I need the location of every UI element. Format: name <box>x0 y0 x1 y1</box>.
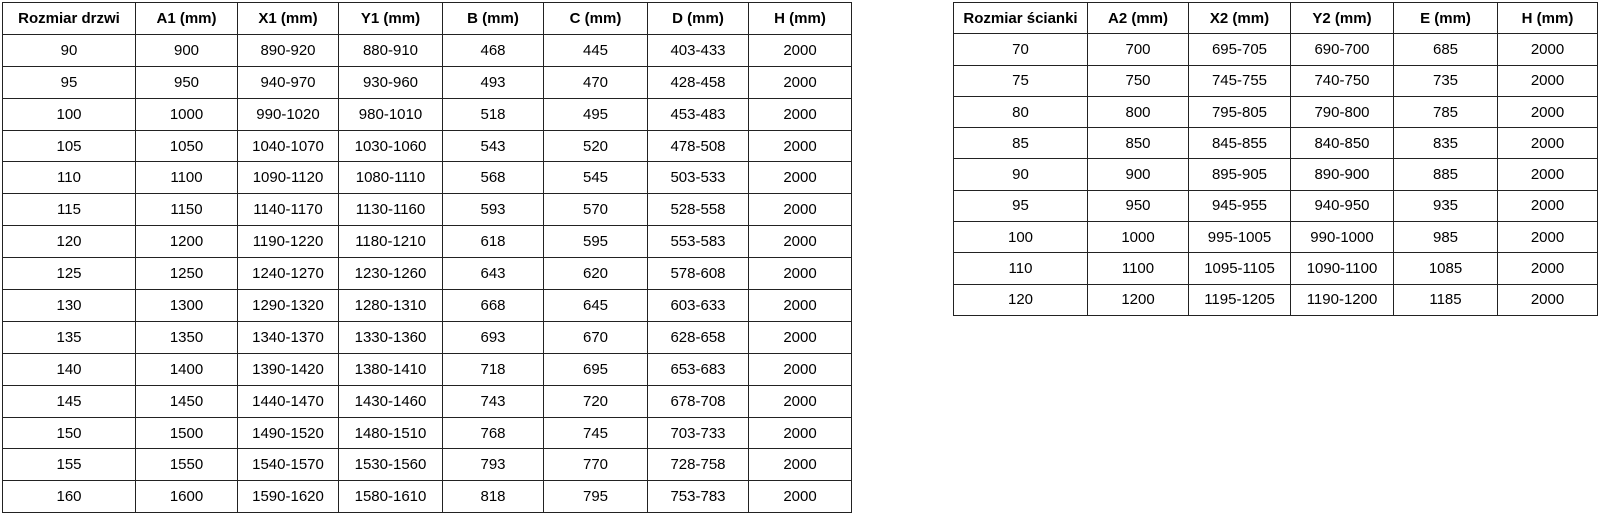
table-cell: 845-855 <box>1189 128 1291 159</box>
table-cell: 445 <box>544 34 648 66</box>
table-cell: 90 <box>3 34 136 66</box>
table-row <box>3 162 852 194</box>
table-row <box>954 190 1598 221</box>
table-cell: 728-758 <box>648 449 749 481</box>
table-cell: 2000 <box>749 353 852 385</box>
table-row <box>954 159 1598 190</box>
table-row <box>954 284 1598 315</box>
table-row <box>3 290 852 322</box>
table-cell: 110 <box>954 253 1088 284</box>
table-cell: 795-805 <box>1189 96 1291 127</box>
table-cell: 1050 <box>136 130 238 162</box>
table-cell: 110 <box>3 162 136 194</box>
table-cell: 668 <box>443 290 544 322</box>
table-cell: 785 <box>1394 96 1498 127</box>
table-cell: 2000 <box>749 162 852 194</box>
table-cell: 1230-1260 <box>339 258 443 290</box>
table-cell: 835 <box>1394 128 1498 159</box>
table-cell: 1200 <box>136 226 238 258</box>
table-cell: 690-700 <box>1291 34 1394 65</box>
table-cell: 1280-1310 <box>339 290 443 322</box>
table-cell: 1350 <box>136 321 238 353</box>
table-cell: 735 <box>1394 65 1498 96</box>
table-cell: 745-755 <box>1189 65 1291 96</box>
table-cell: 1185 <box>1394 284 1498 315</box>
table-cell: 528-558 <box>648 194 749 226</box>
table-row <box>3 258 852 290</box>
table-row <box>954 128 1598 159</box>
table-cell: 595 <box>544 226 648 258</box>
table-cell: 470 <box>544 66 648 98</box>
column-header: C (mm) <box>544 3 648 35</box>
table-cell: 2000 <box>749 258 852 290</box>
table-cell: 793 <box>443 449 544 481</box>
table-cell: 950 <box>1088 190 1189 221</box>
table-cell: 1450 <box>136 385 238 417</box>
table-cell: 618 <box>443 226 544 258</box>
table-cell: 1150 <box>136 194 238 226</box>
table-row <box>3 449 852 481</box>
column-header: Rozmiar drzwi <box>3 3 136 35</box>
table-cell: 935 <box>1394 190 1498 221</box>
table-cell: 795 <box>544 481 648 513</box>
table-cell: 1430-1460 <box>339 385 443 417</box>
table-cell: 2000 <box>1498 96 1598 127</box>
table-cell: 1530-1560 <box>339 449 443 481</box>
table-cell: 545 <box>544 162 648 194</box>
table-cell: 990-1000 <box>1291 222 1394 253</box>
table-cell: 493 <box>443 66 544 98</box>
table-cell: 945-955 <box>1189 190 1291 221</box>
table-cell: 895-905 <box>1189 159 1291 190</box>
table-cell: 2000 <box>1498 284 1598 315</box>
table-cell: 1390-1420 <box>238 353 339 385</box>
table-cell: 743 <box>443 385 544 417</box>
table-cell: 1000 <box>1088 222 1189 253</box>
table-cell: 770 <box>544 449 648 481</box>
table-cell: 1380-1410 <box>339 353 443 385</box>
table-cell: 1500 <box>136 417 238 449</box>
table-cell: 990-1020 <box>238 98 339 130</box>
table-cell: 75 <box>954 65 1088 96</box>
table-cell: 1590-1620 <box>238 481 339 513</box>
table-cell: 1190-1200 <box>1291 284 1394 315</box>
table-cell: 940-950 <box>1291 190 1394 221</box>
table-cell: 2000 <box>1498 190 1598 221</box>
column-header: Y1 (mm) <box>339 3 443 35</box>
table-cell: 940-970 <box>238 66 339 98</box>
table-cell: 105 <box>3 130 136 162</box>
table-cell: 768 <box>443 417 544 449</box>
column-header: Y2 (mm) <box>1291 3 1394 34</box>
table-cell: 2000 <box>749 385 852 417</box>
table-cell: 150 <box>3 417 136 449</box>
table-row <box>3 130 852 162</box>
table-cell: 1400 <box>136 353 238 385</box>
table-cell: 155 <box>3 449 136 481</box>
table-cell: 135 <box>3 321 136 353</box>
table-cell: 1250 <box>136 258 238 290</box>
table-cell: 2000 <box>1498 128 1598 159</box>
table-row <box>3 417 852 449</box>
table-cell: 1200 <box>1088 284 1189 315</box>
table-cell: 1080-1110 <box>339 162 443 194</box>
table-cell: 2000 <box>1498 159 1598 190</box>
table-cell: 2000 <box>1498 34 1598 65</box>
table-row <box>954 34 1598 65</box>
table-cell: 980-1010 <box>339 98 443 130</box>
header-row <box>954 3 1598 34</box>
table-cell: 890-920 <box>238 34 339 66</box>
table-cell: 1330-1360 <box>339 321 443 353</box>
column-header: Rozmiar ścianki <box>954 3 1088 34</box>
table-cell: 753-783 <box>648 481 749 513</box>
table-cell: 520 <box>544 130 648 162</box>
table-cell: 2000 <box>749 130 852 162</box>
table-cell: 1180-1210 <box>339 226 443 258</box>
table-cell: 1190-1220 <box>238 226 339 258</box>
table-cell: 1130-1160 <box>339 194 443 226</box>
table-cell: 995-1005 <box>1189 222 1291 253</box>
table-row <box>3 226 852 258</box>
table-cell: 85 <box>954 128 1088 159</box>
table-cell: 120 <box>3 226 136 258</box>
table-cell: 1100 <box>1088 253 1189 284</box>
table-cell: 880-910 <box>339 34 443 66</box>
table-cell: 1095-1105 <box>1189 253 1291 284</box>
table-cell: 2000 <box>749 321 852 353</box>
table-cell: 1540-1570 <box>238 449 339 481</box>
table-cell: 453-483 <box>648 98 749 130</box>
column-header: X2 (mm) <box>1189 3 1291 34</box>
table-cell: 80 <box>954 96 1088 127</box>
table-cell: 1490-1520 <box>238 417 339 449</box>
table-cell: 700 <box>1088 34 1189 65</box>
table-cell: 1290-1320 <box>238 290 339 322</box>
table-cell: 2000 <box>749 417 852 449</box>
table-cell: 900 <box>136 34 238 66</box>
table-cell: 1195-1205 <box>1189 284 1291 315</box>
table-cell: 140 <box>3 353 136 385</box>
table-cell: 100 <box>3 98 136 130</box>
table-cell: 1600 <box>136 481 238 513</box>
table-cell: 1000 <box>136 98 238 130</box>
table-row <box>3 481 852 513</box>
table-cell: 670 <box>544 321 648 353</box>
table-cell: 718 <box>443 353 544 385</box>
table-cell: 1090-1100 <box>1291 253 1394 284</box>
table-cell: 985 <box>1394 222 1498 253</box>
table-cell: 620 <box>544 258 648 290</box>
table-cell: 495 <box>544 98 648 130</box>
column-header: B (mm) <box>443 3 544 35</box>
table-cell: 645 <box>544 290 648 322</box>
table-cell: 570 <box>544 194 648 226</box>
column-header: A2 (mm) <box>1088 3 1189 34</box>
table-cell: 678-708 <box>648 385 749 417</box>
table-cell: 553-583 <box>648 226 749 258</box>
table-cell: 503-533 <box>648 162 749 194</box>
table-cell: 125 <box>3 258 136 290</box>
table-cell: 1100 <box>136 162 238 194</box>
table-cell: 703-733 <box>648 417 749 449</box>
table-cell: 900 <box>1088 159 1189 190</box>
table-cell: 628-658 <box>648 321 749 353</box>
table-cell: 1040-1070 <box>238 130 339 162</box>
table-cell: 1140-1170 <box>238 194 339 226</box>
table-cell: 90 <box>954 159 1088 190</box>
table-cell: 1030-1060 <box>339 130 443 162</box>
table-cell: 1580-1610 <box>339 481 443 513</box>
header-row <box>3 3 852 35</box>
column-header: A1 (mm) <box>136 3 238 35</box>
table-cell: 790-800 <box>1291 96 1394 127</box>
table-cell: 1480-1510 <box>339 417 443 449</box>
table-cell: 930-960 <box>339 66 443 98</box>
table-row <box>3 34 852 66</box>
table-cell: 850 <box>1088 128 1189 159</box>
table-row <box>954 222 1598 253</box>
table-row <box>3 321 852 353</box>
table-row <box>3 98 852 130</box>
table-cell: 543 <box>443 130 544 162</box>
table-cell: 1440-1470 <box>238 385 339 417</box>
table-cell: 1300 <box>136 290 238 322</box>
table-cell: 2000 <box>749 290 852 322</box>
table-cell: 518 <box>443 98 544 130</box>
table-cell: 1085 <box>1394 253 1498 284</box>
table-cell: 2000 <box>1498 253 1598 284</box>
table-cell: 2000 <box>749 481 852 513</box>
table-cell: 745 <box>544 417 648 449</box>
table-cell: 1340-1370 <box>238 321 339 353</box>
column-header: H (mm) <box>1498 3 1598 34</box>
table-cell: 800 <box>1088 96 1189 127</box>
table-cell: 2000 <box>749 66 852 98</box>
table-row <box>3 66 852 98</box>
table-cell: 653-683 <box>648 353 749 385</box>
column-header: H (mm) <box>749 3 852 35</box>
table-cell: 2000 <box>749 194 852 226</box>
table-row <box>954 65 1598 96</box>
table-cell: 1240-1270 <box>238 258 339 290</box>
column-header: E (mm) <box>1394 3 1498 34</box>
table-cell: 160 <box>3 481 136 513</box>
table-row <box>954 253 1598 284</box>
table-cell: 1090-1120 <box>238 162 339 194</box>
table-cell: 2000 <box>749 98 852 130</box>
table-cell: 1550 <box>136 449 238 481</box>
table-cell: 403-433 <box>648 34 749 66</box>
table-cell: 818 <box>443 481 544 513</box>
table-cell: 950 <box>136 66 238 98</box>
table-cell: 120 <box>954 284 1088 315</box>
table-row <box>954 96 1598 127</box>
table-cell: 478-508 <box>648 130 749 162</box>
table-cell: 750 <box>1088 65 1189 96</box>
table-cell: 885 <box>1394 159 1498 190</box>
door-sizes-table <box>2 2 852 513</box>
table-row <box>3 194 852 226</box>
table-cell: 70 <box>954 34 1088 65</box>
table-cell: 720 <box>544 385 648 417</box>
table-cell: 603-633 <box>648 290 749 322</box>
table-cell: 695 <box>544 353 648 385</box>
table-cell: 95 <box>3 66 136 98</box>
table-cell: 693 <box>443 321 544 353</box>
table-cell: 468 <box>443 34 544 66</box>
table-cell: 890-900 <box>1291 159 1394 190</box>
table-cell: 95 <box>954 190 1088 221</box>
column-header: X1 (mm) <box>238 3 339 35</box>
table-cell: 2000 <box>1498 222 1598 253</box>
table-cell: 2000 <box>749 449 852 481</box>
table-cell: 695-705 <box>1189 34 1291 65</box>
table-cell: 740-750 <box>1291 65 1394 96</box>
table-cell: 428-458 <box>648 66 749 98</box>
table-cell: 593 <box>443 194 544 226</box>
table-row <box>3 385 852 417</box>
table-cell: 643 <box>443 258 544 290</box>
table-cell: 100 <box>954 222 1088 253</box>
table-cell: 145 <box>3 385 136 417</box>
table-cell: 578-608 <box>648 258 749 290</box>
table-row <box>3 353 852 385</box>
table-cell: 568 <box>443 162 544 194</box>
table-cell: 130 <box>3 290 136 322</box>
table-cell: 2000 <box>1498 65 1598 96</box>
table-cell: 115 <box>3 194 136 226</box>
table-cell: 2000 <box>749 226 852 258</box>
column-header: D (mm) <box>648 3 749 35</box>
table-cell: 2000 <box>749 34 852 66</box>
table-cell: 685 <box>1394 34 1498 65</box>
table-cell: 840-850 <box>1291 128 1394 159</box>
wall-sizes-table <box>953 2 1598 316</box>
